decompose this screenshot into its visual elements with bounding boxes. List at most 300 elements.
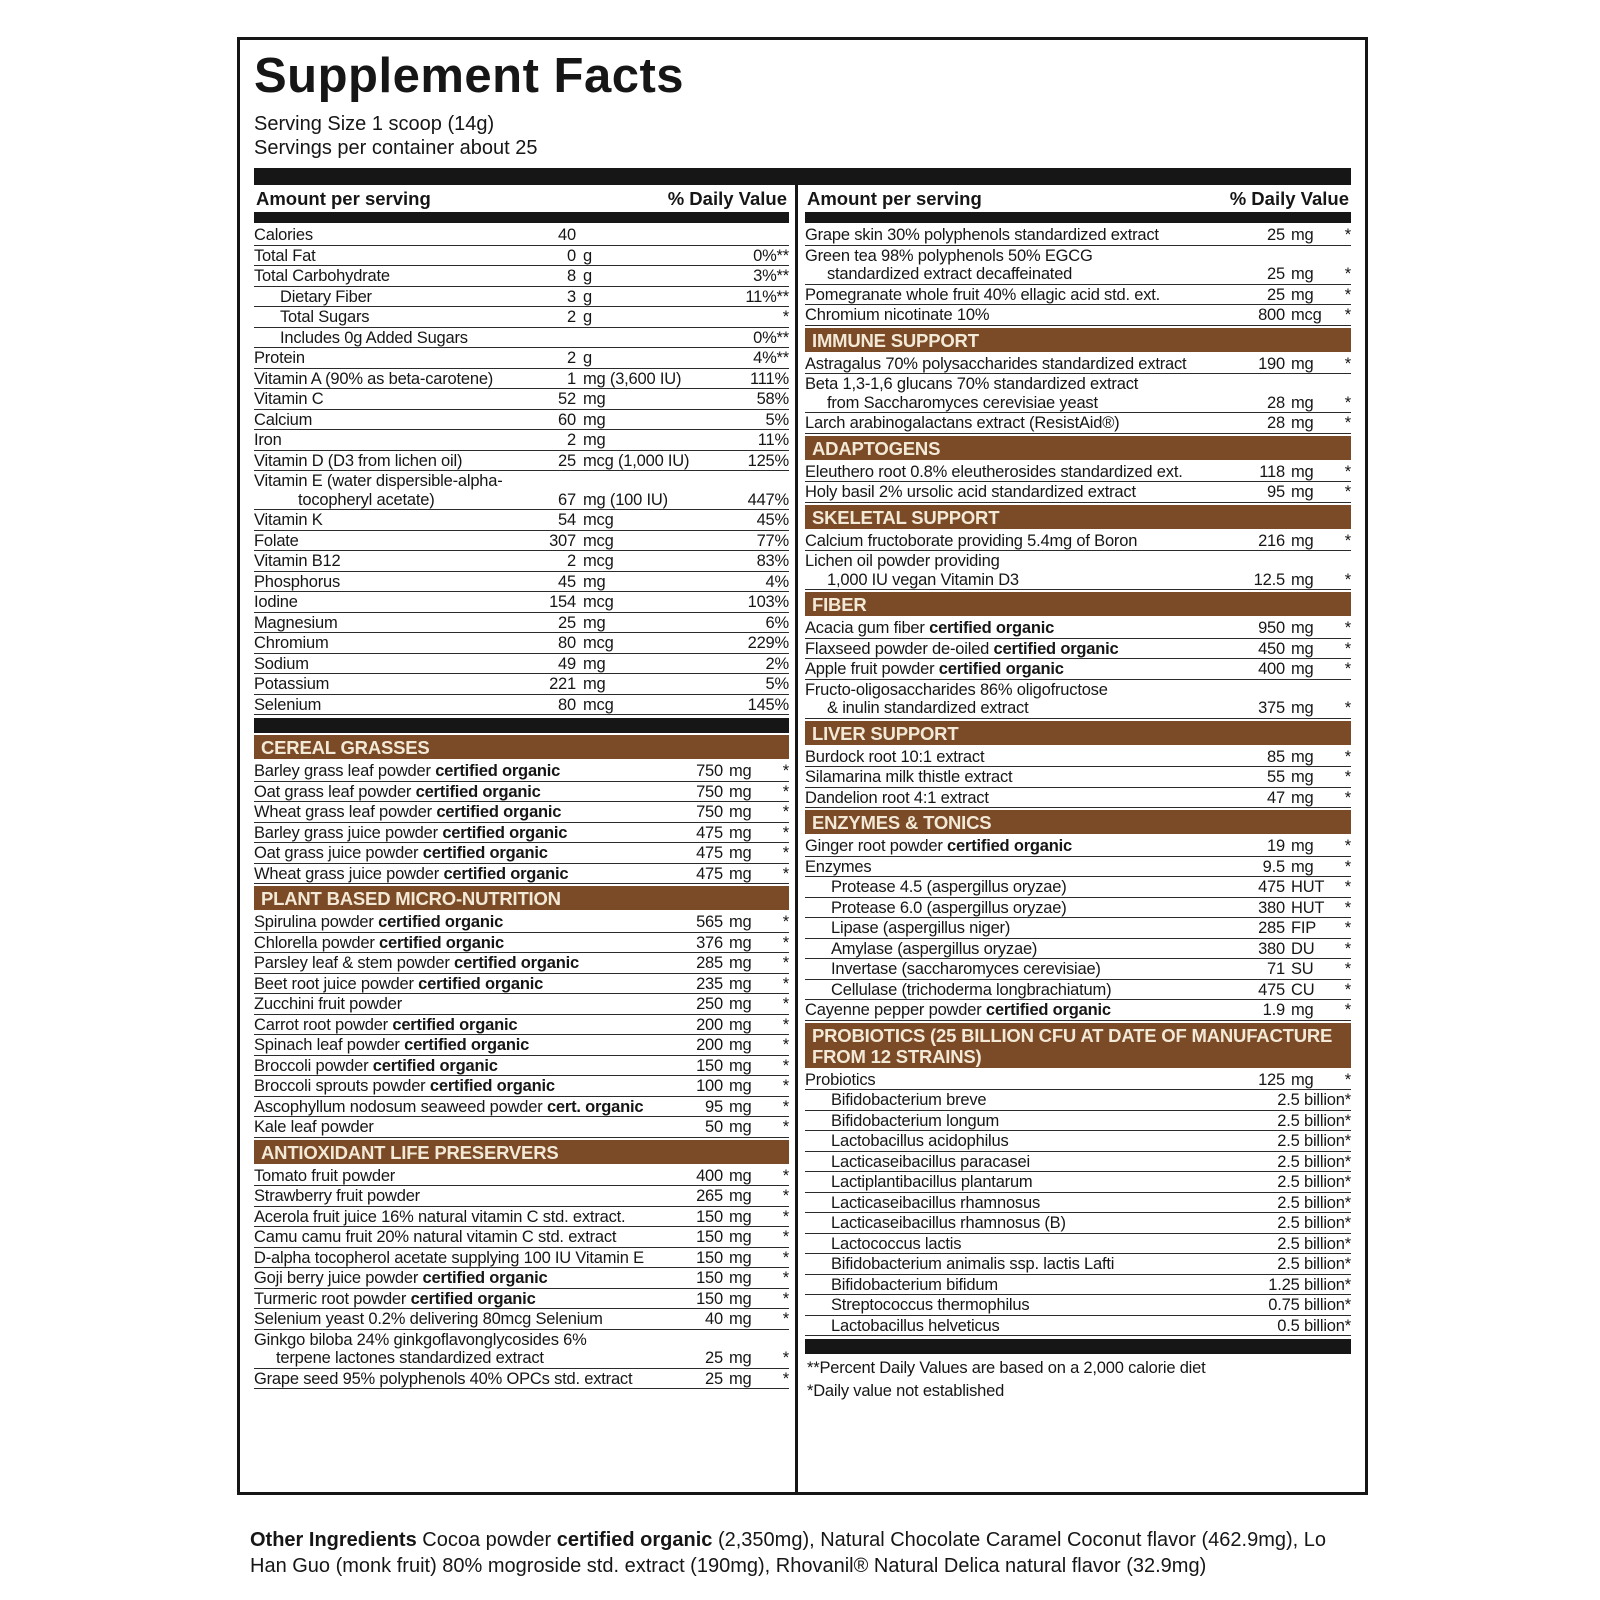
amount-value: 12.5	[1253, 570, 1285, 589]
amount-value: 265	[696, 1187, 723, 1205]
no-dv-asterisk: *	[1344, 483, 1351, 501]
ingredient-row	[805, 1193, 1351, 1214]
certified-organic-label: certified organic	[418, 974, 544, 993]
certified-organic-label: certified organic	[443, 864, 569, 883]
amount-unit: mg	[583, 654, 606, 673]
amount-unit: mg	[729, 954, 752, 972]
amount-value: 8	[567, 267, 576, 285]
ingredient-name-line: Camu camu fruit 20% natural vitamin C std. extract	[254, 1228, 617, 1246]
ingredient-row	[805, 374, 1351, 413]
ingredient-name-line: Beta 1,3-1,6 glucans 70% standardized extract	[805, 375, 1139, 393]
ingredient-row	[805, 877, 1351, 898]
amount-unit: mg	[729, 1036, 752, 1054]
no-dv-asterisk: *	[1344, 414, 1351, 432]
amount-value: 2	[567, 308, 576, 326]
amount-value: 150	[696, 1207, 723, 1226]
ingredient-name	[805, 414, 1229, 433]
amount-unit: mg	[729, 974, 752, 993]
ingredient-row	[805, 1254, 1351, 1275]
no-dv-asterisk: *	[782, 1248, 789, 1267]
ingredient-name	[254, 1269, 667, 1288]
ingredient-name	[805, 858, 1229, 877]
amount-unit: mg	[729, 1187, 752, 1205]
amount-unit: mg (3,600 IU)	[583, 369, 682, 388]
right-column-rows	[805, 225, 1351, 1401]
ingredient-name-line: terpene lactones standardized extract	[276, 1349, 544, 1367]
no-dv-asterisk: *	[1344, 619, 1351, 637]
ingredient-name	[805, 768, 1229, 787]
no-dv-asterisk: *	[782, 1207, 789, 1226]
ingredient-name-line: Protease 4.5 (aspergillus oryzae)	[831, 878, 1067, 896]
left-column	[254, 185, 795, 1495]
ingredient-name-line: Spinach leaf powder certified organic	[254, 1036, 530, 1054]
ingredient-name-line: Fructo-oligosaccharides 86% oligofructose	[805, 680, 1108, 699]
ingredient-name-line: Grape seed 95% polyphenols 40% OPCs std. extract	[254, 1369, 633, 1388]
ingredient-name	[254, 329, 522, 348]
ingredient-name-line: tocopheryl acetate)	[298, 490, 435, 509]
amount-unit: mg	[583, 572, 606, 591]
no-dv-asterisk: *	[782, 1118, 789, 1136]
ingredient-name-line: Turmeric root powder certified organic	[254, 1289, 536, 1308]
amount-unit: mg	[1291, 1070, 1314, 1089]
amount-value: 2	[567, 349, 576, 367]
amount-unit: mg	[1291, 265, 1314, 283]
amount-value: 9.5	[1262, 857, 1285, 876]
amount-value: 565	[696, 913, 723, 931]
nutrient-row	[254, 471, 789, 510]
amount-value: 0	[567, 246, 576, 265]
no-dv-asterisk: *	[782, 954, 789, 972]
certified-organic-label: certified organic	[454, 954, 579, 972]
right-column	[795, 185, 1351, 1495]
certified-organic-label: certified organic	[435, 762, 561, 780]
amount-value: 2.5 billion*	[1277, 1214, 1351, 1232]
daily-value: 111%	[750, 369, 789, 388]
ingredient-name-line: Pomegranate whole fruit 40% ellagic acid std. ext.	[805, 285, 1161, 304]
ingredient-row	[805, 980, 1351, 1001]
ingredient-name	[254, 349, 522, 368]
ingredient-row	[254, 823, 789, 844]
daily-value: 5%	[765, 675, 789, 693]
nutrient-row	[254, 633, 789, 654]
amount-value: 67	[558, 490, 576, 509]
no-dv-asterisk: *	[1344, 837, 1351, 855]
daily-value: 6%	[765, 613, 789, 632]
ingredient-name	[805, 1255, 1211, 1274]
daily-value: 0%**	[753, 246, 789, 265]
ingredient-row	[805, 959, 1351, 980]
no-dv-asterisk: *	[1344, 660, 1351, 678]
ingredient-name-line: Holy basil 2% ursolic acid standardized extract	[805, 483, 1136, 501]
amount-value: 3	[567, 287, 576, 306]
daily-value: 11%	[757, 431, 789, 449]
ingredient-name	[805, 375, 1229, 412]
amount-value: 25	[1267, 226, 1285, 244]
ingredient-name-line: Bifidobacterium animalis ssp. lactis Lafti	[831, 1255, 1115, 1273]
certified-organic-label: certified organic	[379, 933, 504, 952]
ingredient-name-line: Grape skin 30% polyphenols standardized extract	[805, 226, 1159, 244]
amount-value: 2.5 billion*	[1277, 1255, 1351, 1273]
ingredient-row	[805, 939, 1351, 960]
amount-value: 150	[696, 1248, 723, 1267]
amount-unit: mg	[729, 1269, 752, 1287]
divider-bar	[254, 718, 789, 733]
ingredient-name-line: Streptococcus thermophilus	[831, 1296, 1030, 1314]
ingredient-name-line: Phosphorus	[254, 572, 341, 591]
ingredient-row	[254, 974, 789, 995]
amount-unit: mg	[1291, 393, 1314, 412]
nutrient-row	[254, 307, 789, 328]
daily-value: 77%	[756, 531, 789, 550]
no-dv-asterisk: *	[782, 762, 789, 780]
ingredient-name-line: Invertase (saccharomyces cerevisiae)	[831, 960, 1101, 978]
ingredient-row	[254, 1035, 789, 1056]
ingredient-name	[805, 286, 1229, 305]
ingredient-row	[805, 659, 1351, 680]
nutrient-row	[254, 348, 789, 369]
amount-value: 376	[696, 933, 723, 952]
ingredient-name	[254, 370, 522, 389]
certified-organic-label: certified organic	[436, 803, 562, 821]
ingredient-name-line: Flaxseed powder de-oiled certified organic	[805, 639, 1119, 658]
ingredient-name-line: Potassium	[254, 675, 330, 693]
ingredient-name	[805, 1173, 1211, 1192]
ingredient-name	[805, 1091, 1211, 1110]
amount-per-serving-header: Amount per serving	[807, 188, 982, 209]
ingredient-name-line: Beet root juice powder certified organic	[254, 974, 544, 993]
supplement-facts-title: Supplement Facts	[254, 49, 685, 103]
no-dv-asterisk: *	[782, 1369, 789, 1388]
ingredient-row	[805, 531, 1351, 552]
ingredient-row	[805, 1275, 1351, 1296]
ingredient-row	[254, 1015, 789, 1036]
nutrient-row	[254, 654, 789, 675]
supplement-facts-panel	[237, 37, 1368, 1495]
no-dv-asterisk: *	[782, 1036, 789, 1054]
certified-organic-label: cert. organic	[546, 1097, 644, 1116]
amount-value: 25	[1267, 285, 1285, 304]
amount-value: 1.9	[1262, 1001, 1285, 1019]
ingredient-name-line: Magnesium	[254, 613, 338, 632]
ingredient-row	[805, 898, 1351, 919]
no-dv-asterisk: *	[1344, 857, 1351, 876]
ingredient-name-line: Folate	[254, 531, 299, 550]
amount-value: 200	[696, 1015, 723, 1034]
nutrient-row	[254, 225, 789, 246]
ingredient-row	[805, 1111, 1351, 1132]
amount-value: 49	[558, 654, 576, 673]
amount-unit: mg	[1291, 857, 1314, 876]
section-header: PLANT BASED MICRO-NUTRITION	[254, 886, 789, 910]
ingredient-name	[254, 1249, 667, 1268]
amount-value: 28	[1267, 414, 1285, 432]
ingredient-name	[254, 675, 522, 694]
section-header: ENZYMES & TONICS	[805, 810, 1351, 834]
ingredient-row	[254, 1227, 789, 1248]
ingredient-name-line: Parsley leaf & stem powder certified organic	[254, 954, 579, 972]
amount-value: 125	[1258, 1070, 1285, 1089]
certified-organic-label: certified organic	[985, 1001, 1111, 1019]
ingredient-name-line: Lipase (aspergillus niger)	[831, 919, 1011, 937]
amount-unit: mg	[729, 1077, 752, 1095]
section-header: CEREAL GRASSES	[254, 735, 789, 759]
amount-value: 750	[696, 803, 723, 821]
amount-unit: mg	[583, 390, 606, 408]
ingredient-name-line: Barley grass leaf powder certified organic	[254, 762, 561, 780]
ingredient-name	[254, 655, 522, 674]
amount-value: 750	[696, 782, 723, 801]
section-header: ANTIOXIDANT LIFE PRESERVERS	[254, 1140, 789, 1164]
certified-organic-label: certified organic	[947, 837, 1073, 855]
ingredient-row	[254, 802, 789, 823]
no-dv-asterisk: *	[1344, 531, 1351, 550]
ingredient-row	[805, 918, 1351, 939]
ingredient-name-line: Barley grass juice powder certified organic	[254, 823, 568, 842]
daily-value: 0%**	[753, 328, 789, 347]
nutrient-row	[254, 369, 789, 390]
other-ingredients-segment: (2,350mg), Natural Chocolate Caramel Coconut flavor (462.9mg), Lo Han Guo (monk fruit) 80% mogroside std. extract (190mg), Rhovanil® Natural Delica natural flavor (32.9mg)	[250, 1529, 1327, 1577]
ingredient-name	[254, 472, 522, 509]
amount-value: 380	[1258, 898, 1285, 917]
amount-value: 375	[1258, 699, 1285, 717]
ingredient-name-line: Bifidobacterium breve	[831, 1091, 987, 1109]
ingredient-name-line: Amylase (aspergillus oryzae)	[831, 939, 1038, 958]
ingredient-name	[805, 226, 1229, 245]
no-dv-asterisk: *	[782, 1187, 789, 1205]
amount-value: 85	[1267, 747, 1285, 766]
amount-value: 190	[1258, 354, 1285, 373]
ingredient-name-line: Spirulina powder certified organic	[254, 913, 504, 931]
amount-unit: mg	[1291, 747, 1314, 766]
nutrient-row	[254, 572, 789, 593]
serving-size-text: Serving Size 1 scoop (14g)	[254, 113, 495, 135]
ingredient-name	[254, 1290, 667, 1309]
ingredient-row	[805, 1000, 1351, 1021]
ingredient-name	[805, 640, 1229, 659]
amount-value: 25	[1267, 265, 1285, 283]
ingredient-name	[805, 1071, 1229, 1090]
ingredient-name	[805, 247, 1229, 284]
ingredient-name-line: Protease 6.0 (aspergillus oryzae)	[831, 898, 1067, 917]
ingredient-row	[805, 767, 1351, 788]
amount-unit: mg	[729, 1228, 752, 1246]
certified-organic-label: certified organic	[422, 1269, 548, 1287]
ingredient-name-line: Zucchini fruit powder	[254, 995, 403, 1013]
section-header: LIVER SUPPORT	[805, 721, 1351, 745]
ingredient-name-line: Calcium	[254, 410, 313, 429]
amount-unit: mg	[1291, 619, 1314, 637]
no-dv-asterisk: *	[782, 1289, 789, 1308]
amount-value: 200	[696, 1036, 723, 1054]
ingredient-name-line: Total Sugars	[280, 308, 370, 326]
ingredient-name-line: Vitamin B12	[254, 552, 341, 570]
amount-value: 45	[558, 572, 576, 591]
ingredient-row	[254, 1330, 789, 1369]
ingredient-name-line: Lactobacillus helveticus	[831, 1316, 1000, 1335]
certified-organic-label: certified organic	[938, 660, 1064, 678]
amount-unit: mg	[729, 995, 752, 1013]
amount-unit: mg	[729, 864, 752, 883]
ingredient-name	[805, 306, 1229, 325]
amount-unit: mcg	[583, 695, 614, 714]
footnote: *Daily value not established	[807, 1382, 1005, 1400]
amount-value: 25	[558, 613, 576, 632]
ingredient-row	[254, 1248, 789, 1269]
ingredient-row	[254, 1117, 789, 1138]
ingredient-name	[254, 1077, 667, 1096]
ingredient-name-line: Dandelion root 4:1 extract	[805, 788, 989, 807]
ingredient-row	[805, 1316, 1351, 1337]
ingredient-name-line: Goji berry juice powder certified organic	[254, 1269, 548, 1287]
ingredient-name	[254, 431, 522, 450]
daily-value: 83%	[756, 552, 789, 570]
amount-unit: mg	[729, 1248, 752, 1267]
amount-value: 154	[549, 593, 576, 611]
ingredient-row	[254, 1186, 789, 1207]
amount-value: 54	[558, 511, 576, 529]
amount-unit: SU	[1291, 960, 1314, 978]
amount-unit: g	[583, 267, 592, 285]
ingredient-name	[254, 593, 522, 612]
amount-unit: mg	[1291, 414, 1314, 432]
amount-value: 216	[1258, 531, 1285, 550]
ingredient-name	[805, 837, 1229, 856]
amount-unit: mg	[583, 431, 606, 449]
ingredient-name	[254, 267, 522, 286]
no-dv-asterisk: *	[1344, 919, 1351, 937]
section-header: PROBIOTICS (25 BILLION CFU AT DATE OF MANUFACTURE FROM 12 STRAINS)	[805, 1023, 1351, 1068]
amount-value: 475	[696, 844, 723, 862]
amount-unit: mcg	[583, 511, 614, 529]
ingredient-name	[254, 803, 667, 822]
amount-value: 750	[696, 762, 723, 780]
amount-value: 19	[1267, 837, 1285, 855]
nutrient-row	[254, 389, 789, 410]
ingredient-name-line: from Saccharomyces cerevisiae yeast	[827, 393, 1098, 412]
ingredient-name-line: Enzymes	[805, 857, 872, 876]
no-dv-asterisk: *	[782, 913, 789, 931]
ingredient-name	[254, 452, 522, 471]
daily-value: 45%	[756, 511, 789, 529]
amount-unit: mg	[1291, 660, 1314, 678]
ingredient-name	[254, 390, 522, 409]
ingredient-name-line: Includes 0g Added Sugars	[280, 328, 468, 347]
no-dv-asterisk: *	[782, 1077, 789, 1095]
amount-value: 80	[558, 695, 576, 714]
daily-value: 4%	[765, 572, 789, 591]
amount-value: 80	[558, 634, 576, 652]
ingredient-name	[805, 355, 1229, 374]
ingredient-name	[805, 1214, 1211, 1233]
amount-unit: mg	[729, 1310, 752, 1328]
no-dv-asterisk: *	[782, 1015, 789, 1034]
daily-value: 58%	[756, 390, 789, 408]
certified-organic-label: certified organic	[404, 1036, 530, 1054]
ingredient-row	[254, 1309, 789, 1330]
certified-organic-label: certified organic	[378, 913, 504, 931]
amount-unit: mg	[1291, 531, 1314, 550]
daily-value: 145%	[747, 695, 789, 714]
amount-value: 150	[696, 1228, 723, 1246]
certified-organic-label: certified organic	[372, 1056, 498, 1075]
ingredient-row	[254, 864, 789, 885]
ingredient-row	[254, 933, 789, 954]
divider-bar	[805, 1339, 1351, 1354]
ingredient-row	[805, 551, 1351, 590]
amount-unit: mcg	[1291, 306, 1322, 324]
amount-unit: mg	[729, 823, 752, 842]
daily-value: 125%	[747, 451, 789, 470]
ingredient-name	[254, 1098, 667, 1117]
no-dv-asterisk: *	[782, 823, 789, 842]
ingredient-name	[254, 1370, 667, 1389]
amount-unit: mg	[729, 762, 752, 780]
amount-value: 150	[696, 1269, 723, 1287]
amount-unit: mcg (1,000 IU)	[583, 451, 690, 470]
ingredient-name	[254, 411, 522, 430]
ingredient-row	[805, 747, 1351, 768]
ingredient-row	[254, 1056, 789, 1077]
amount-unit: mg	[729, 1166, 752, 1185]
ingredient-name-line: Larch arabinogalactans extract (ResistAid®)	[805, 414, 1120, 432]
ingredient-name-line: Sodium	[254, 654, 309, 673]
amount-value: 221	[549, 675, 576, 693]
no-dv-asterisk: *	[1344, 747, 1351, 766]
ingredient-name-line: Calcium fructoborate providing 5.4mg of Boron	[805, 531, 1138, 550]
ingredient-name-line: Carrot root powder certified organic	[254, 1015, 518, 1034]
amount-value: 475	[1258, 980, 1285, 999]
amount-unit: CU	[1291, 980, 1315, 999]
ingredient-name-line: Broccoli powder certified organic	[254, 1056, 498, 1075]
ingredient-name-line: Vitamin E (water dispersible-alpha-	[254, 472, 503, 490]
amount-value: 285	[1258, 919, 1285, 937]
footnote: **Percent Daily Values are based on a 2,000 calorie diet	[807, 1359, 1206, 1377]
amount-value: 250	[696, 995, 723, 1013]
no-dv-asterisk: *	[1344, 354, 1351, 373]
ingredient-name	[254, 573, 522, 592]
ingredient-row	[805, 1234, 1351, 1255]
no-dv-asterisk: *	[782, 1310, 789, 1328]
ingredient-name-line: Eleuthero root 0.8% eleutherosides standardized ext.	[805, 462, 1183, 481]
amount-value: 2	[567, 552, 576, 570]
no-dv-asterisk: *	[1344, 226, 1351, 244]
amount-unit: mcg	[583, 593, 614, 611]
amount-value: 118	[1259, 462, 1285, 481]
ingredient-name	[254, 511, 522, 530]
ingredient-name	[805, 1276, 1211, 1295]
ingredient-name	[254, 288, 522, 307]
amount-value: 285	[696, 954, 723, 972]
amount-value: 25	[705, 1369, 723, 1388]
ingredient-name	[805, 532, 1229, 551]
daily-value: *	[782, 308, 789, 326]
ingredient-name-line: Ascophyllum nodosum seaweed powder cert. organic	[254, 1097, 644, 1116]
ingredient-name	[254, 696, 522, 715]
no-dv-asterisk: *	[1344, 570, 1351, 589]
amount-value: 25	[705, 1349, 723, 1367]
amount-unit: mg	[729, 1207, 752, 1226]
ingredient-name-line: Ginkgo biloba 24% ginkgoflavonglycosides 6%	[254, 1330, 587, 1349]
section-header: IMMUNE SUPPORT	[805, 328, 1351, 352]
no-dv-asterisk: *	[1344, 699, 1351, 717]
ingredient-name	[805, 483, 1229, 502]
ingredient-row	[805, 1295, 1351, 1316]
ingredient-row	[805, 246, 1351, 285]
no-dv-asterisk: *	[782, 1349, 789, 1367]
amount-unit: mg	[1291, 354, 1314, 373]
ingredient-row	[254, 843, 789, 864]
ingredient-name-line: Green tea 98% polyphenols 50% EGCG	[805, 246, 1093, 265]
